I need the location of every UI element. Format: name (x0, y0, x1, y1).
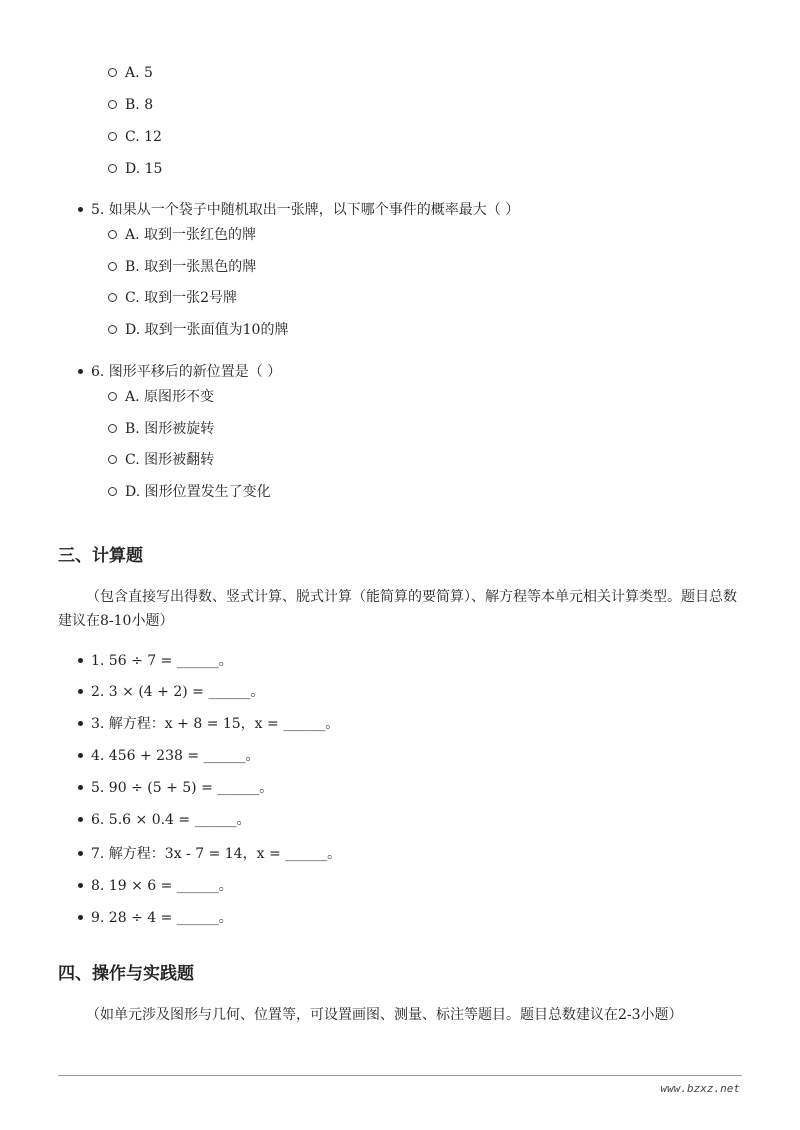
option: C. 图形被翻转 (108, 451, 214, 469)
section-4-desc: （如单元涉及图形与几何、位置等，可设置画图、测量、标注等题目。题目总数建议在2-3小题） (86, 1007, 683, 1023)
option: B. 8 (108, 96, 153, 114)
calc-item: 1. 56 ÷ 7 = ______。 (78, 652, 233, 670)
option: B. 图形被旋转 (108, 420, 214, 438)
footer-url: www.bzxz.net (660, 1082, 740, 1095)
calc-item: 8. 19 × 6 = ______。 (78, 877, 233, 895)
option: A. 原图形不变 (108, 388, 214, 406)
calc-item: 5. 90 ÷ (5 + 5) = ______。 (78, 779, 273, 797)
calc-item: 2. 3 × (4 + 2) = ______。 (78, 683, 264, 701)
option: A. 5 (108, 64, 153, 82)
section-3-desc: （包含直接写出得数、竖式计算、脱式计算（能简算的要简算）、解方程等本单元相关计算类型。题目总数建议在8-10小题） (58, 589, 737, 629)
calc-item: 9. 28 ÷ 4 = ______。 (78, 909, 233, 927)
question-5: 5. 如果从一个袋子中随机取出一张牌，以下哪个事件的概率最大（ ） (78, 201, 519, 219)
calc-item: 4. 456 + 238 = ______。 (78, 747, 260, 765)
calc-item: 3. 解方程：x + 8 = 15，x = ______。 (78, 715, 339, 733)
option: D. 图形位置发生了变化 (108, 483, 271, 501)
section-3-title: 三、计算题 (58, 546, 143, 566)
footer-divider (58, 1075, 742, 1076)
calc-item: 7. 解方程：3x - 7 = 14，x = ______。 (78, 845, 341, 863)
option: D. 取到一张面值为10的牌 (108, 321, 288, 339)
option: B. 取到一张黑色的牌 (108, 258, 256, 276)
section-4-title: 四、操作与实践题 (58, 964, 194, 984)
option: C. 取到一张2号牌 (108, 289, 237, 307)
option: C. 12 (108, 128, 162, 146)
option: D. 15 (108, 160, 162, 178)
calc-item: 6. 5.6 × 0.4 = ______。 (78, 811, 251, 829)
option: A. 取到一张红色的牌 (108, 226, 256, 244)
question-6: 6. 图形平移后的新位置是（ ） (78, 363, 281, 381)
